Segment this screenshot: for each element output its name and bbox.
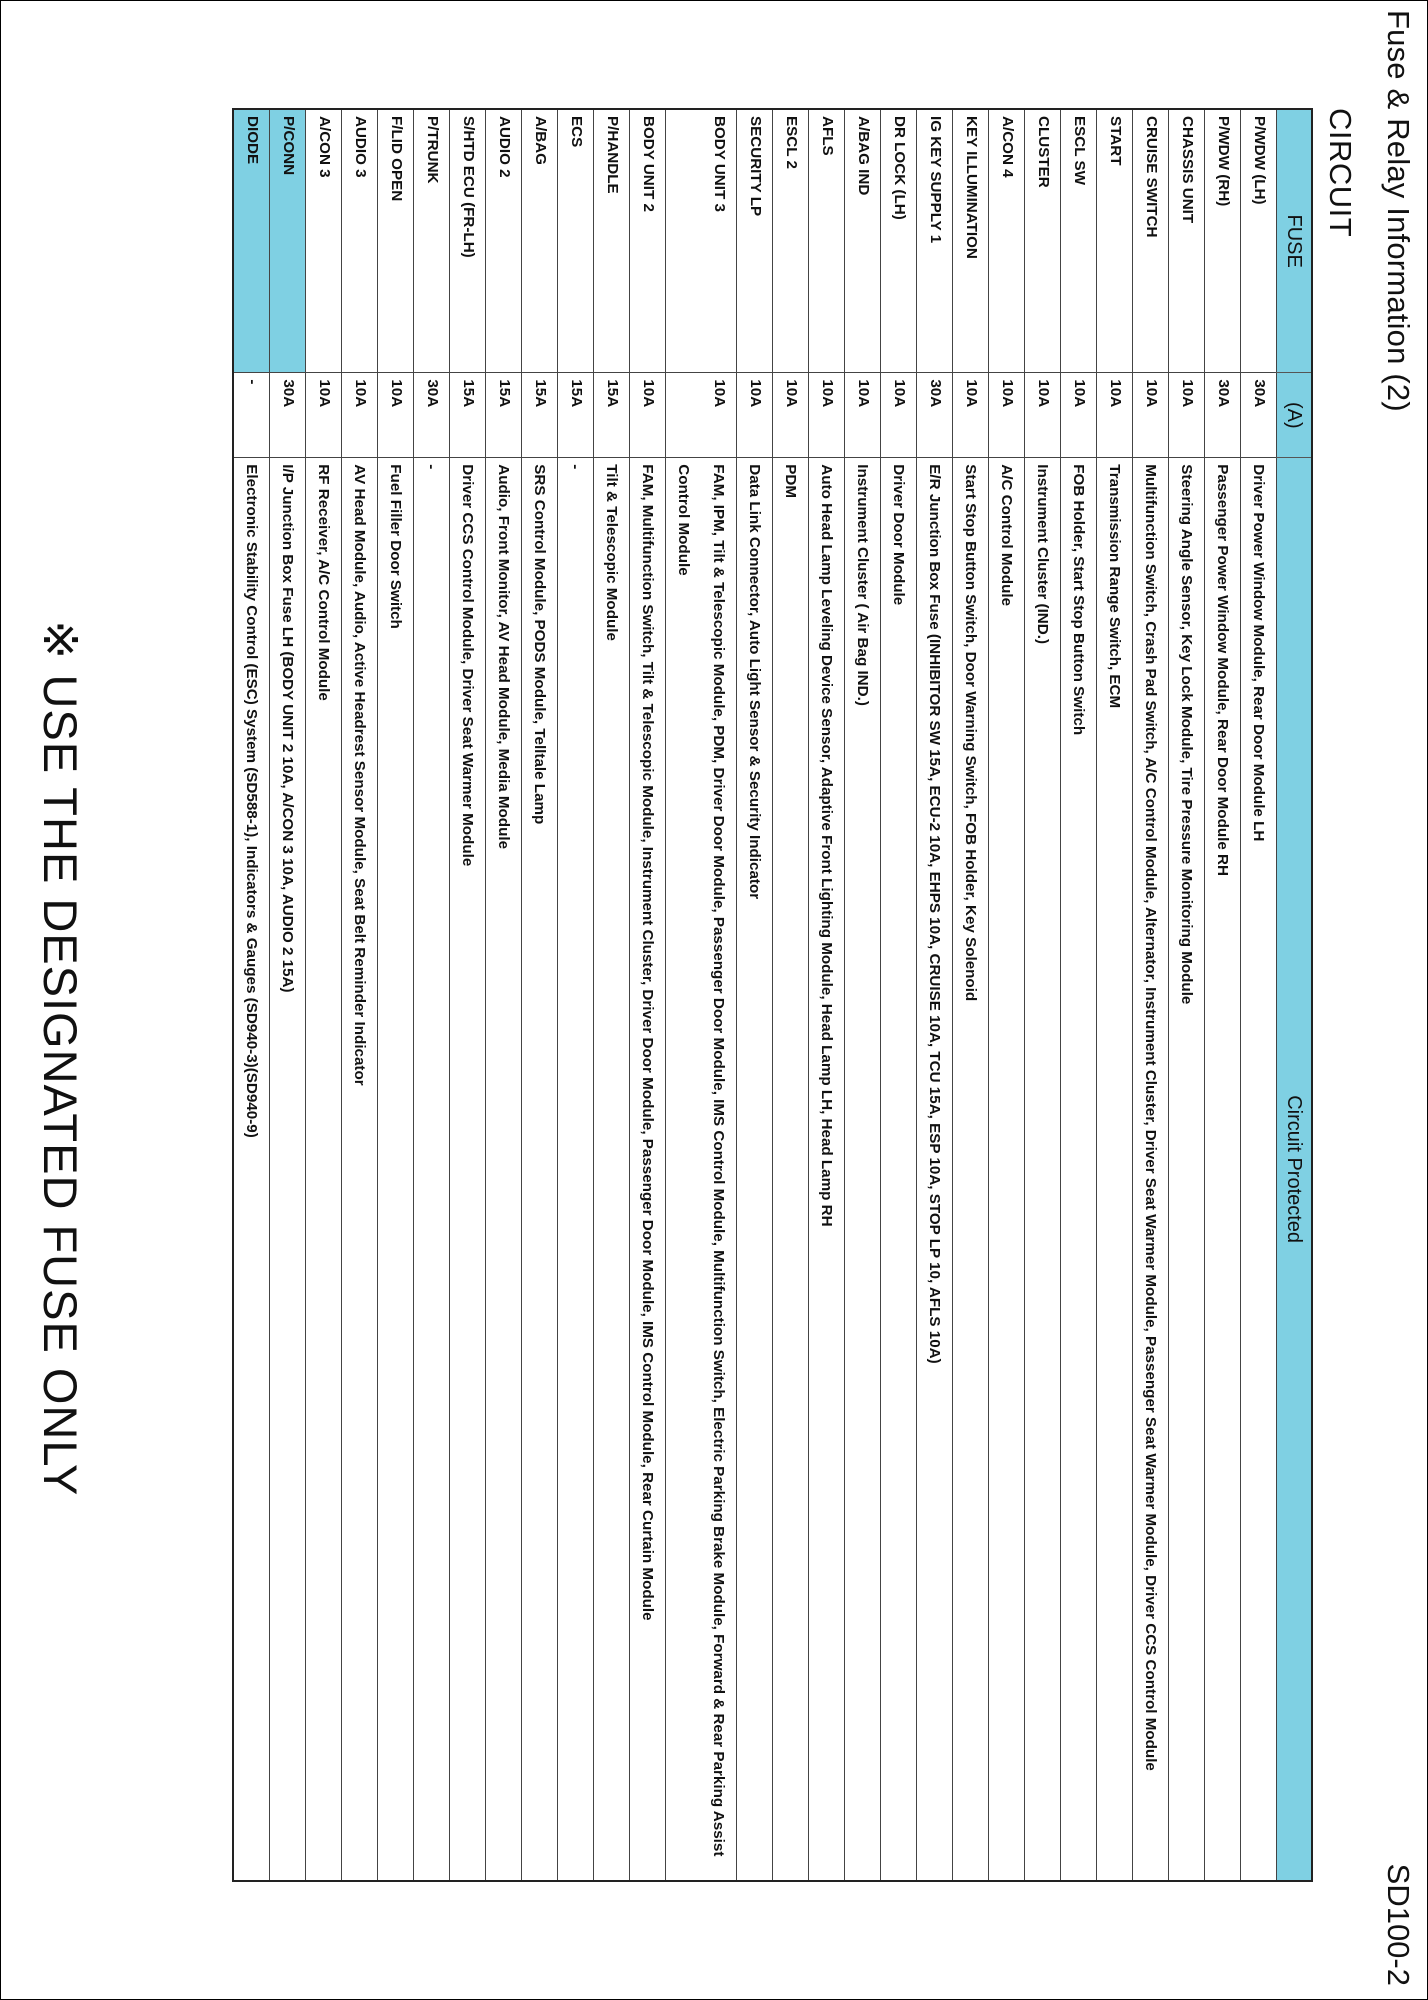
fuse-cell: CHASSIS UNIT xyxy=(1169,109,1205,373)
table-row xyxy=(378,109,414,1881)
table-row xyxy=(666,109,737,1881)
header-circuit: Circuit Protected xyxy=(1277,458,1313,1881)
amp-cell: 10A xyxy=(342,373,378,458)
amp-cell: 10A xyxy=(989,373,1025,458)
amp-cell: 30A xyxy=(414,373,450,458)
amp-cell: 15A xyxy=(522,373,558,458)
amp-cell: 10A xyxy=(306,373,342,458)
fuse-cell: ESCL SW xyxy=(1061,109,1097,373)
fuse-cell: P/CONN xyxy=(270,109,306,373)
circuit-cell: I/P Junction Box Fuse LH (BODY UNIT 2 10A, A/CON 3 10A, AUDIO 2 15A) xyxy=(270,458,306,1881)
amp-cell: 15A xyxy=(558,373,594,458)
table-row xyxy=(522,109,558,1881)
fuse-cell: P/WDW (LH) xyxy=(1241,109,1277,373)
fuse-cell: A/BAG xyxy=(522,109,558,373)
table-row xyxy=(594,109,630,1881)
amp-cell: 10A xyxy=(737,373,773,458)
table-row xyxy=(630,109,666,1881)
circuit-cell: Steering Angle Sensor, Key Lock Module, Tire Pressure Monitoring Module xyxy=(1169,458,1205,1881)
circuit-cell: AV Head Module, Audio, Active Headrest Sensor Module, Seat Belt Reminder Indicator xyxy=(342,458,378,1881)
circuit-cell: FAM, Multifunction Switch, Tilt & Telescopic Module, Instrument Cluster, Driver Door Module, Passenger Door Module, IMS Control Module, Rear Curtain Module xyxy=(630,458,666,1881)
table-row xyxy=(773,109,809,1881)
amp-cell: 10A xyxy=(809,373,845,458)
table-row xyxy=(737,109,773,1881)
table-row xyxy=(270,109,306,1881)
fuse-cell: A/BAG IND xyxy=(845,109,881,373)
amp-cell: 10A xyxy=(953,373,989,458)
circuit-cell: Fuel Filler Door Switch xyxy=(378,458,414,1881)
fuse-cell: BODY UNIT 3 xyxy=(666,109,737,373)
circuit-cell: Driver CCS Control Module, Driver Seat Warmer Module xyxy=(450,458,486,1881)
fuse-cell: AFLS xyxy=(809,109,845,373)
circuit-cell: Transmission Range Switch, ECM xyxy=(1097,458,1133,1881)
fuse-cell: START xyxy=(1097,109,1133,373)
amp-cell: 10A xyxy=(666,373,737,458)
amp-cell: 10A xyxy=(773,373,809,458)
circuit-cell: Data Link Connector, Auto Light Sensor & Security Indicator xyxy=(737,458,773,1881)
fuse-cell: DR LOCK (LH) xyxy=(881,109,917,373)
fuse-cell: ECS xyxy=(558,109,594,373)
circuit-cell: FOB Holder, Start Stop Button Switch xyxy=(1061,458,1097,1881)
table-row xyxy=(233,109,270,1881)
circuit-cell: Electronic Stability Control (ESC) System (SD588-1), Indicators & Gauges (SD940-3)(SD940-9) xyxy=(233,458,270,1881)
circuit-cell: RF Receiver, A/C Control Module xyxy=(306,458,342,1881)
amp-cell: 10A xyxy=(1097,373,1133,458)
header-amp: (A) xyxy=(1277,373,1313,458)
amp-cell: 15A xyxy=(450,373,486,458)
circuit-cell: Multifunction Switch, Crash Pad Switch, A/C Control Module, Alternator, Instrument Cluster, Driver Seat Warmer Module, Passenger Seat Warmer Module, Driver CCS Control Module xyxy=(1133,458,1169,1881)
table-row xyxy=(1025,109,1061,1881)
circuit-cell: SRS Control Module, PODS Module, Telltale Lamp xyxy=(522,458,558,1881)
table-row xyxy=(1097,109,1133,1881)
table-header-row xyxy=(1277,109,1313,1881)
amp-cell: 30A xyxy=(1241,373,1277,458)
fuse-cell: AUDIO 3 xyxy=(342,109,378,373)
fuse-cell: CRUISE SWITCH xyxy=(1133,109,1169,373)
circuit-cell: Driver Power Window Module, Rear Door Module LH xyxy=(1241,458,1277,1881)
fuse-cell: BODY UNIT 2 xyxy=(630,109,666,373)
page-code: SD100-2 xyxy=(1381,1863,1416,1986)
circuit-cell: A/C Control Module xyxy=(989,458,1025,1881)
table-row xyxy=(917,109,953,1881)
circuit-cell: FAM, IPM, Tilt & Telescopic Module, PDM, Driver Door Module, Passenger Door Module, IMS Control Module, Multifunction Switch, Electric Parking Brake Module, Forward & Rear Parking Assist Control Module xyxy=(666,458,737,1881)
table-row xyxy=(486,109,522,1881)
amp-cell: 15A xyxy=(486,373,522,458)
fuse-cell: P/TRUNK xyxy=(414,109,450,373)
circuit-cell: Start Stop Button Switch, Door Warning Switch, FOB Holder, Key Solenoid xyxy=(953,458,989,1881)
fuse-cell: A/CON 3 xyxy=(306,109,342,373)
fuse-cell: A/CON 4 xyxy=(989,109,1025,373)
footnote: ※ USE THE DESIGNATED FUSE ONLY xyxy=(34,620,87,1497)
fuse-table xyxy=(232,108,1313,1882)
circuit-cell: Driver Door Module xyxy=(881,458,917,1881)
amp-cell: 30A xyxy=(270,373,306,458)
section-label: CIRCUIT xyxy=(1323,108,1358,238)
table-row xyxy=(989,109,1025,1881)
table-row xyxy=(881,109,917,1881)
amp-cell: 10A xyxy=(1169,373,1205,458)
fuse-cell: KEY ILLUMINATION xyxy=(953,109,989,373)
amp-cell: 30A xyxy=(1205,373,1241,458)
circuit-cell: Audio, Front Monitor, AV Head Module, Media Module xyxy=(486,458,522,1881)
amp-cell: 15A xyxy=(594,373,630,458)
fuse-cell: S/HTD ECU (FR-LH) xyxy=(450,109,486,373)
fuse-cell: CLUSTER xyxy=(1025,109,1061,373)
circuit-cell: PDM xyxy=(773,458,809,1881)
table-row xyxy=(1133,109,1169,1881)
amp-cell: 10A xyxy=(881,373,917,458)
fuse-cell: IG KEY SUPPLY 1 xyxy=(917,109,953,373)
fuse-cell: P/WDW (RH) xyxy=(1205,109,1241,373)
table-row xyxy=(1061,109,1097,1881)
circuit-cell: - xyxy=(558,458,594,1881)
table-row xyxy=(558,109,594,1881)
fuse-cell: SECURITY LP xyxy=(737,109,773,373)
amp-cell: 10A xyxy=(845,373,881,458)
table-row xyxy=(1169,109,1205,1881)
amp-cell: 10A xyxy=(1061,373,1097,458)
circuit-cell: Tilt & Telescopic Module xyxy=(594,458,630,1881)
table-row xyxy=(414,109,450,1881)
table-row xyxy=(1241,109,1277,1881)
page-title: Fuse & Relay Information (2) xyxy=(1381,10,1416,412)
amp-cell: 10A xyxy=(1025,373,1061,458)
table-row xyxy=(1205,109,1241,1881)
amp-cell: 10A xyxy=(630,373,666,458)
fuse-cell: ESCL 2 xyxy=(773,109,809,373)
amp-cell: - xyxy=(233,373,270,458)
amp-cell: 10A xyxy=(1133,373,1169,458)
table-row xyxy=(342,109,378,1881)
fuse-table-body xyxy=(233,109,1277,1881)
circuit-cell: Instrument Cluster (IND.) xyxy=(1025,458,1061,1881)
circuit-cell: E/R Junction Box Fuse (INHIBITOR SW 15A, ECU-2 10A, EHPS 10A, CRUISE 10A, TCU 15A, ESP 10A, STOP LP 10, AFLS 10A) xyxy=(917,458,953,1881)
fuse-cell: AUDIO 2 xyxy=(486,109,522,373)
table-row xyxy=(953,109,989,1881)
fuse-cell: F/LID OPEN xyxy=(378,109,414,373)
circuit-cell: Auto Head Lamp Leveling Device Sensor, Adaptive Front Lighting Module, Head Lamp LH, Head Lamp RH xyxy=(809,458,845,1881)
circuit-cell: Instrument Cluster ( Air Bag IND.) xyxy=(845,458,881,1881)
circuit-cell: - xyxy=(414,458,450,1881)
table-row xyxy=(845,109,881,1881)
table-row xyxy=(809,109,845,1881)
amp-cell: 10A xyxy=(378,373,414,458)
circuit-cell: Passenger Power Window Module, Rear Door Module RH xyxy=(1205,458,1241,1881)
fuse-cell: P/HANDLE xyxy=(594,109,630,373)
table-row xyxy=(450,109,486,1881)
amp-cell: 30A xyxy=(917,373,953,458)
table-row xyxy=(306,109,342,1881)
fuse-cell: DIODE xyxy=(233,109,270,373)
header-fuse: FUSE xyxy=(1277,109,1313,373)
